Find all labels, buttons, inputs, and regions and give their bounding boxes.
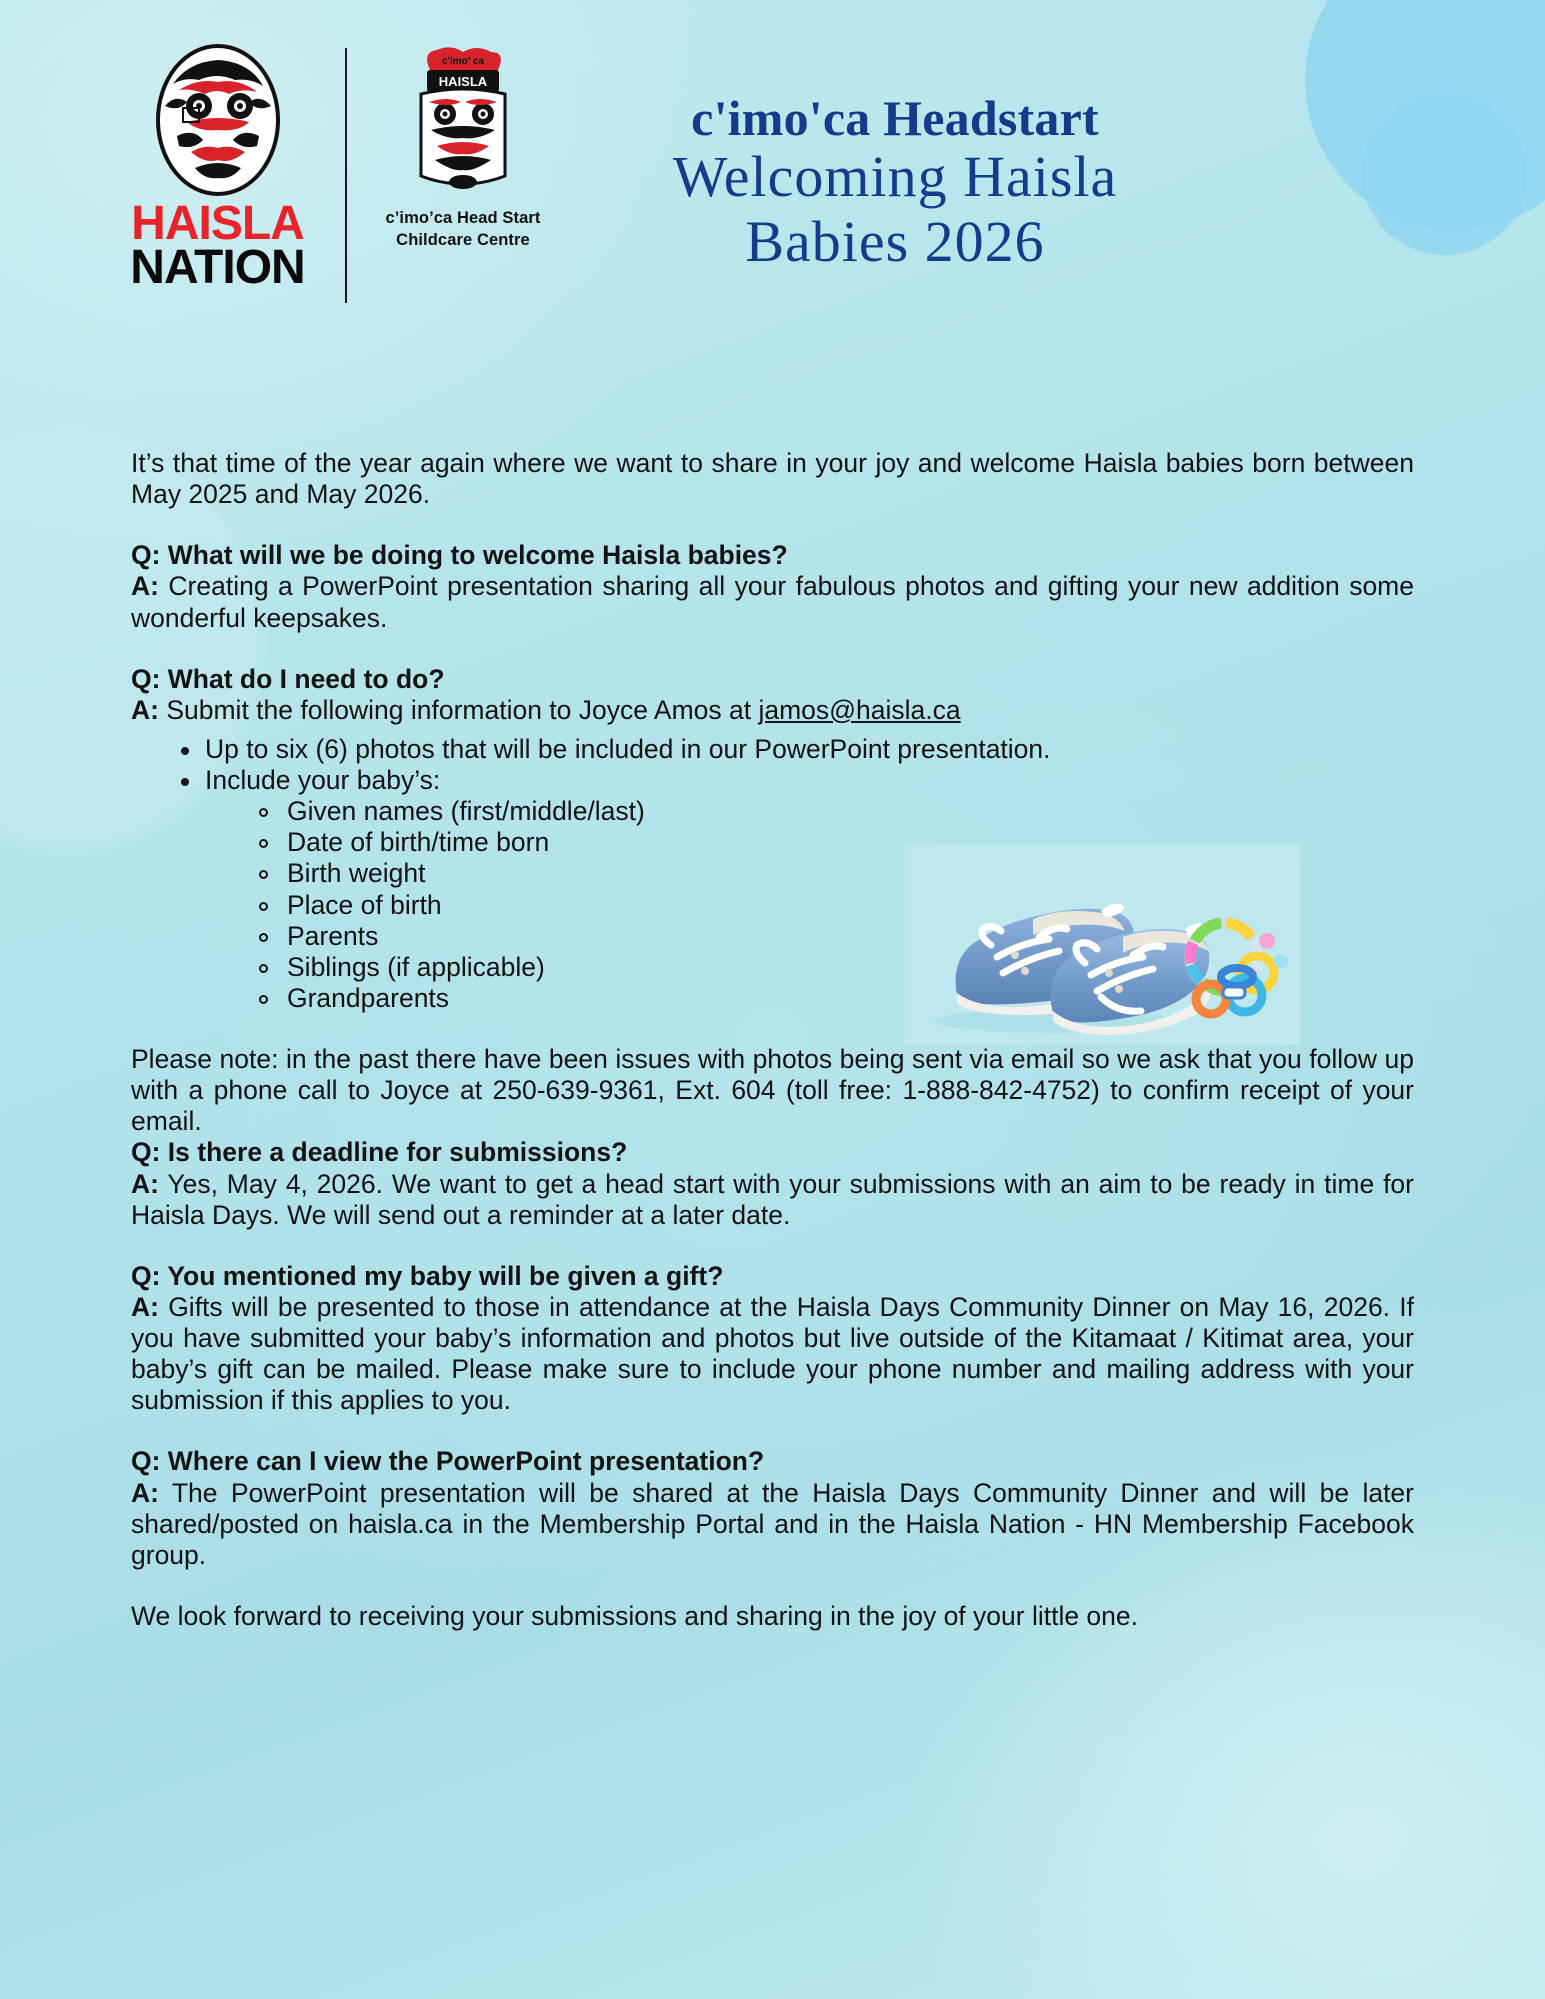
cimoca-label-line1: c’imo’ca Head Start	[385, 209, 541, 227]
question-3: Q: Is there a deadline for submissions?	[131, 1137, 628, 1168]
answer-5	[131, 1478, 1414, 1571]
submission-requirements-list	[131, 734, 1414, 1014]
cimoca-logo-label	[368, 208, 558, 252]
question-5: Q: Where can I view the PowerPoint presentation?	[131, 1446, 765, 1477]
list-item: Siblings (if applicable)	[255, 952, 1414, 983]
svg-text:c'imo' ca: c'imo' ca	[441, 56, 484, 67]
answer-4-lead: A:	[131, 1291, 159, 1322]
answer-5-text: The PowerPoint presentation will be shared at the Haisla Days Community Dinner and will be later shared/posted on haisla.ca in the Membership Portal and in the Haisla Nation - HN Membership Facebook group.	[131, 1477, 1414, 1570]
cimoca-label-line2: Childcare Centre	[396, 230, 530, 249]
answer-4-text: Gifts will be presented to those in attendance at the Haisla Days Community Dinner on May 16, 2026. If you have submitted your baby’s information and photos but live outside of the Kitamaat / Kitimat area, your baby’s gift can be mailed. Please make sure to include your phone number and mailing address with your submission if this applies to you.	[131, 1291, 1414, 1416]
joyce-email-link[interactable]: jamos@haisla.ca	[758, 694, 961, 725]
haisla-word-line2: NATION	[130, 241, 305, 295]
list-item: Birth weight	[255, 858, 1414, 889]
answer-1-lead: A:	[131, 571, 159, 602]
haisla-nation-logo	[100, 44, 335, 295]
answer-3	[131, 1169, 1414, 1231]
answer-2	[131, 695, 1414, 726]
qa-block-5	[131, 1446, 1414, 1571]
header-divider	[345, 48, 347, 303]
question-4: Q: You mentioned my baby will be given a gift?	[131, 1260, 724, 1291]
page-title	[575, 92, 1215, 275]
poster-header	[0, 34, 1545, 324]
intro-paragraph: It’s that time of the year again where we want to share in your joy and welcome Haisla babies born between May 2025 and May 2026.	[131, 448, 1414, 510]
title-line-3: Babies 2026	[745, 208, 1045, 274]
svg-text:HAISLA: HAISLA	[438, 74, 487, 89]
poster-body	[131, 448, 1414, 1632]
cimoca-crest-icon	[401, 42, 526, 202]
answer-3-lead: A:	[131, 1168, 159, 1199]
answer-1-text: Creating a PowerPoint presentation sharing all your fabulous photos and gifting your new addition some wonderful keepsakes.	[131, 571, 1414, 633]
qa-block-3	[131, 1137, 1414, 1230]
title-line-1: c'imo'ca Headstart	[691, 90, 1099, 146]
list-item: Parents	[255, 921, 1414, 952]
haisla-wordmark	[100, 197, 335, 295]
list-item: Given names (first/middle/last)	[255, 796, 1414, 827]
question-2: Q: What do I need to do?	[131, 663, 445, 694]
answer-4	[131, 1292, 1414, 1417]
list-item: Grandparents	[255, 983, 1414, 1014]
qa-block-4	[131, 1261, 1414, 1417]
please-note-paragraph: Please note: in the past there have been issues with photos being sent via email so we ask that you follow up with a phone call to Joyce at 250-639-9361, Ext. 604 (toll free: 1-888-842-4752) to confirm receipt of your email.	[131, 1044, 1414, 1137]
answer-2-text: Submit the following information to Joyce Amos at	[158, 694, 759, 725]
title-line-2: Welcoming Haisla	[672, 144, 1118, 209]
closing-paragraph: We look forward to receiving your submissions and sharing in the joy of your little one.	[131, 1600, 1139, 1631]
list-item: Date of birth/time born	[255, 827, 1414, 858]
question-1: Q: What will we be doing to welcome Haisla babies?	[131, 540, 788, 571]
list-item-label: Include your baby’s:	[205, 765, 441, 795]
answer-2-lead: A:	[131, 694, 159, 725]
answer-5-lead: A:	[131, 1477, 159, 1508]
qa-block-2	[131, 664, 1414, 726]
list-item: Place of birth	[255, 890, 1414, 921]
baby-details-sublist	[205, 796, 1414, 1014]
haisla-word-line1: HAISLA	[131, 197, 304, 250]
list-item	[175, 765, 1414, 1014]
list-item: Up to six (6) photos that will be included in our PowerPoint presentation.	[175, 734, 1414, 765]
answer-3-text: Yes, May 4, 2026. We want to get a head start with your submissions with an aim to be ready in time for Haisla Days. We will send out a reminder at a later date.	[131, 1168, 1414, 1230]
answer-1	[131, 571, 1414, 633]
haisla-crest-icon	[143, 44, 293, 196]
qa-block-1	[131, 540, 1414, 633]
cimoca-headstart-logo	[368, 42, 558, 252]
